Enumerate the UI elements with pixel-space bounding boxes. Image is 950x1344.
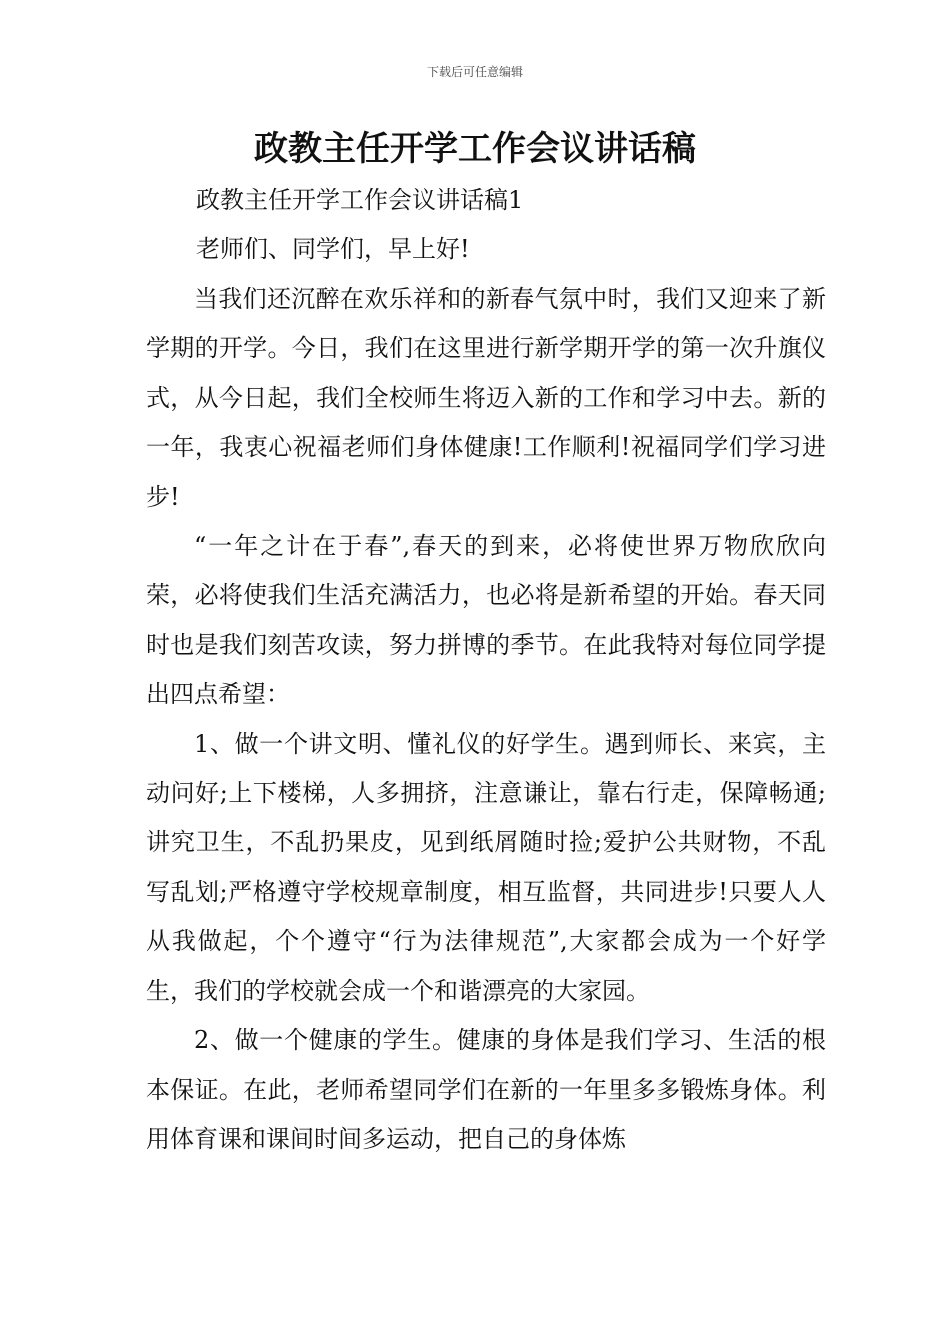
document-title: 政教主任开学工作会议讲话稿 (254, 129, 696, 169)
header-note: 下载后可任意编辑 (426, 65, 523, 79)
greeting-line: 老师们、同学们，早上好! (196, 235, 470, 263)
document-subtitle: 政教主任开学工作会议讲话稿1 (196, 186, 524, 214)
paragraph-hope-2: 2、做一个健康的学生。健康的身体是我们学习、生活的根本保证。在此，老师希望同学们在新的一年里多多锻炼身体。利用体育课和课间时间多运动，把自己的身体炼 (146, 1026, 826, 1153)
paragraph-hope-1: 1、做一个讲文明、懂礼仪的好学生。遇到师长、来宾，主动问好;上下楼梯，人多拥挤，注意谦让，靠右行走，保障畅通;讲究卫生，不乱扔果皮，见到纸屑随时捡;爱护公共财物，不乱写乱划;严格遵守学校规章制度，相互监督，共同进步!只要人人从我做起，个个遵守“行为法律规范”,大家都会成为一个好学生，我们的学校就会成一个和谐漂亮的大家园。 (146, 729, 826, 1005)
paragraph-spring: “一年之计在于春”,春天的到来，必将使世界万物欣欣向荣，必将使我们生活充满活力，也必将是新希望的开始。春天同时也是我们刻苦攻读，努力拼博的季节。在此我特对每位同学提出四点希望： (146, 532, 826, 709)
paragraph-intro: 当我们还沉醉在欢乐祥和的新春气氛中时，我们又迎来了新学期的开学。今日，我们在这里进行新学期开学的第一次升旗仪式，从今日起，我们全校师生将迈入新的工作和学习中去。新的一年，我衷心祝福老师们身体健康!工作顺利!祝福同学们学习进步! (146, 285, 826, 511)
body-text (146, 275, 826, 1164)
